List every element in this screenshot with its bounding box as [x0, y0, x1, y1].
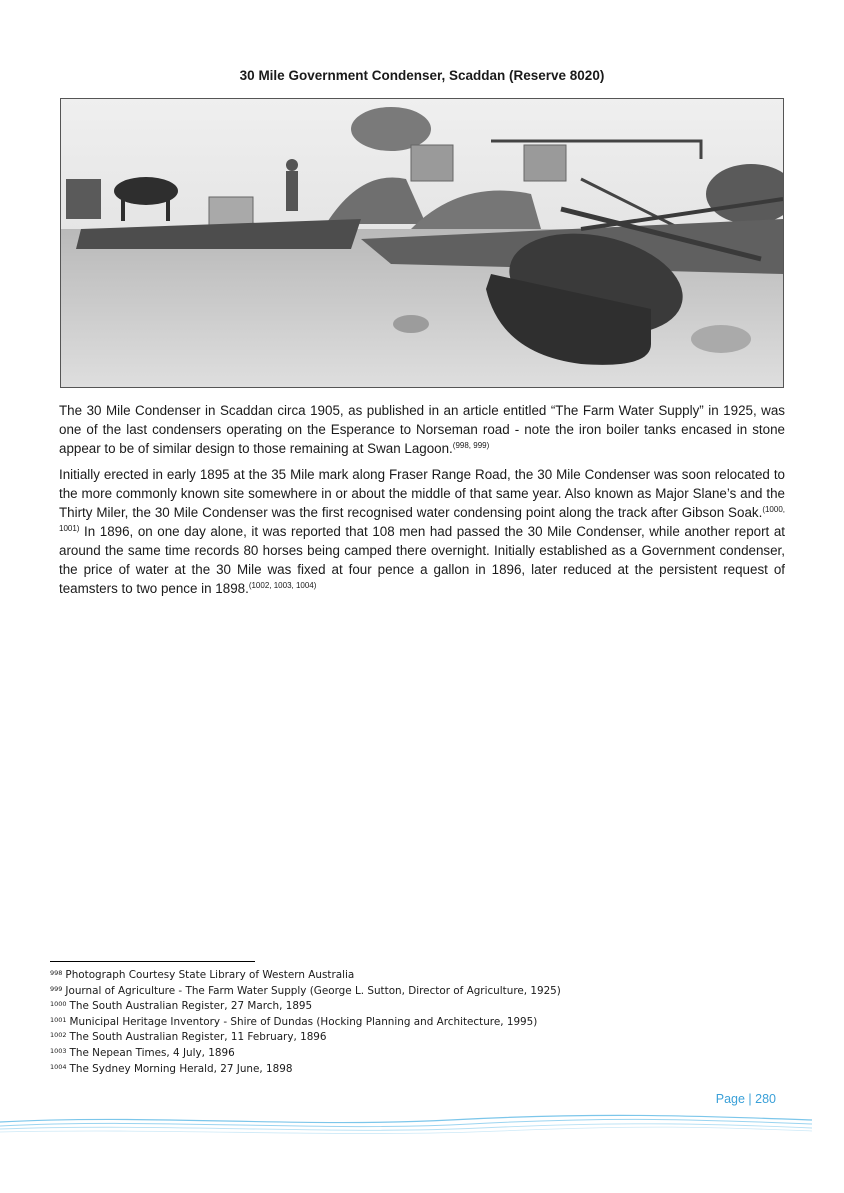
footnote-number: 1001: [50, 1015, 67, 1024]
caption-text: The 30 Mile Condenser in Scaddan circa 1905, as published in an article entitled “The Farm Water Supply” in 1925, was one of the last condensers operating on the Esperance to Norseman road - note the iron boiler tanks encased in stone appear to be of similar design to those remaining at Swan Lagoon.: [59, 403, 785, 456]
footnote-text: The Sydney Morning Herald, 27 June, 1898: [69, 1062, 293, 1075]
footnote-item: [50, 1030, 750, 1046]
footnote-number: 1004: [50, 1062, 67, 1071]
footnote-item: [50, 1015, 750, 1031]
decorative-wave-lines: [0, 1108, 844, 1138]
footnote-number: 999: [50, 984, 63, 993]
footnote-item: [50, 1046, 750, 1062]
footnote-text: Journal of Agriculture - The Farm Water Supply (George L. Sutton, Director of Agriculture, 1925): [65, 984, 561, 997]
footnote-item: [50, 999, 750, 1015]
paragraph-references-1: (1000, 1001): [59, 505, 785, 533]
footnote-separator: [50, 961, 255, 962]
footnote-number: 1003: [50, 1046, 67, 1055]
caption-references: (998, 999): [452, 441, 490, 450]
footnote-text: The South Australian Register, 11 February, 1896: [69, 1031, 327, 1044]
page-number: Page | 280: [715, 1092, 776, 1106]
footnote-number: 998: [50, 969, 63, 977]
photo-caption: [59, 401, 785, 458]
footnote-text: Photograph Courtesy State Library of Western Australia: [65, 969, 355, 981]
footnote-item: [50, 984, 750, 1000]
footnote-number: 1002: [50, 1031, 67, 1040]
footnote-item: [50, 968, 750, 984]
footnote-text: The South Australian Register, 27 March, 1895: [69, 1000, 313, 1013]
paragraph-part-1: Initially erected in early 1895 at the 35 Mile mark along Fraser Range Road, the 30 Mile Condenser was soon relocated to the more commonly known site somewhere in or about the middle of that same year. Also known as Major Slane’s and the Thirty Miler, the 30 Mile Condenser was the first recognised water condensing point along the track after Gibson Soak.: [59, 467, 785, 520]
page-title: 30 Mile Government Condenser, Scaddan (Reserve 8020): [239, 68, 605, 83]
footnote-item: [50, 1062, 750, 1078]
paragraph-references-2: (1002, 1003, 1004): [248, 581, 317, 590]
footnote-text: The Nepean Times, 4 July, 1896: [69, 1046, 235, 1059]
body-paragraph: [59, 465, 785, 598]
footnote-number: 1000: [50, 1000, 67, 1009]
paragraph-part-2: In 1896, on one day alone, it was reported that 108 men had passed the 30 Mile Condenser, while another report at around the same time records 80 horses being camped there overnight. Initially established as a Government condenser, the price of water at the 30 Mile was fixed at four pence a gallon in 1896, later reduced at the persistent request of teamsters to two pence in 1898.: [59, 524, 785, 596]
footnote-text: Municipal Heritage Inventory - Shire of Dundas (Hocking Planning and Architecture, 1995): [69, 1015, 538, 1028]
footnotes: [50, 968, 750, 1077]
historical-photo: [60, 98, 784, 388]
